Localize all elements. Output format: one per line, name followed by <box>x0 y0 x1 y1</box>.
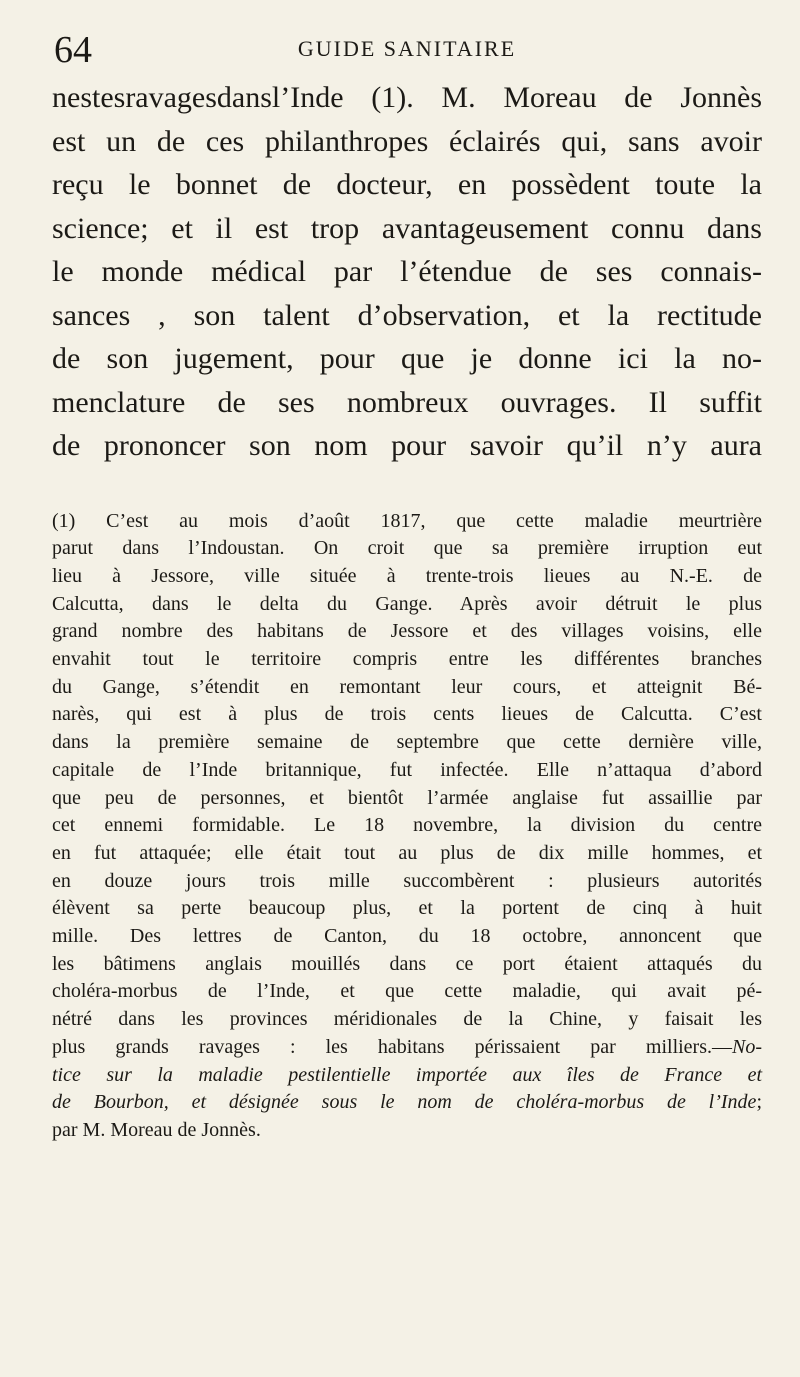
footnote-line: parut dans l’Indoustan. On croit que sa première irruption eut <box>52 537 762 560</box>
book-page <box>52 24 762 1145</box>
footnote-line: capitale de l’Inde britannique, fut infectée. Elle n’attaqua d’abord <box>52 758 762 781</box>
footnote-line: (1) C’est au mois d’août 1817, que cette maladie meurtrière <box>52 509 762 532</box>
body-line: de prononcer son nom pour savoir qu’il n’y aura <box>52 429 762 462</box>
footnote-line: nétré dans les provinces méridionales de la Chine, y faisait les <box>52 1008 762 1031</box>
footnote-text: plus grands ravages : les habitans périssaient par milliers.— <box>52 1035 732 1058</box>
citation-line <box>52 1089 762 1117</box>
body-line: sances , son talent d’observation, et la rectitude <box>52 298 762 332</box>
footnote-line: du Gange, s’étendit en remontant leur cours, et atteignit Bé- <box>52 675 762 698</box>
footnote-line: élèvent sa perte beaucoup plus, et la portent de cinq à huit <box>52 897 762 920</box>
footnote-line <box>52 1034 762 1062</box>
footnote-line: grand nombre des habitans de Jessore et des villages voisins, elle <box>52 620 762 643</box>
citation-italic: No- <box>732 1035 762 1058</box>
body-text <box>52 76 762 468</box>
footnote-line: narès, qui est à plus de trois cents lieues de Calcutta. C’est <box>52 703 762 726</box>
footnote-line: envahit tout le territoire compris entre les différentes branches <box>52 648 762 671</box>
footnote <box>52 508 762 1145</box>
footnote-line: Calcutta, dans le delta du Gange. Après avoir détruit le plus <box>52 592 762 615</box>
body-line: science; et il est trop avantageusement connu dans <box>52 211 762 245</box>
running-title: GUIDE SANITAIRE <box>297 36 517 61</box>
body-line: le monde médical par l’étendue de ses connais- <box>52 255 762 288</box>
body-line: reçu le bonnet de docteur, en possèdent toute la <box>52 168 762 201</box>
footnote-line: les bâtimens anglais mouillés dans ce port étaient attaqués du <box>52 952 762 975</box>
page-number: 64 <box>54 29 92 71</box>
footnote-separator <box>52 468 762 508</box>
footnote-line: cet ennemi formidable. Le 18 novembre, la division du centre <box>52 814 762 837</box>
citation-italic: de Bourbon, et désignée sous le nom de choléra-morbus de l’Inde <box>52 1091 757 1114</box>
footnote-line: en fut attaquée; elle était tout au plus de dix mille hommes, et <box>52 841 762 864</box>
footnote-line: que peu de personnes, et bientôt l’armée anglaise fut assaillie par <box>52 786 762 809</box>
footnote-line: en douze jours trois mille succombèrent : plusieurs autorités <box>52 869 762 892</box>
running-head <box>52 24 762 76</box>
footnote-line: mille. Des lettres de Canton, du 18 octobre, annoncent que <box>52 925 762 948</box>
footnote-line: choléra-morbus de l’Inde, et que cette maladie, qui avait pé- <box>52 980 762 1003</box>
citation-punct: ; <box>756 1091 762 1114</box>
body-line: menclature de ses nombreux ouvrages. Il suffit <box>52 385 762 419</box>
body-line: est un de ces philanthropes éclairés qui, sans avoir <box>52 124 762 158</box>
citation-line: tice sur la maladie pestilentielle importée aux îles de France et <box>52 1063 762 1086</box>
footnote-line: lieu à Jessore, ville située à trente-trois lieues au N.-E. de <box>52 564 762 587</box>
footnote-line: dans la première semaine de septembre que cette dernière ville, <box>52 731 762 754</box>
body-line: de son jugement, pour que je donne ici la no- <box>52 342 762 375</box>
body-line: nestesravagesdansl’Inde (1). M. Moreau de Jonnès <box>52 81 762 114</box>
citation-author: par M. Moreau de Jonnès. <box>52 1118 261 1141</box>
